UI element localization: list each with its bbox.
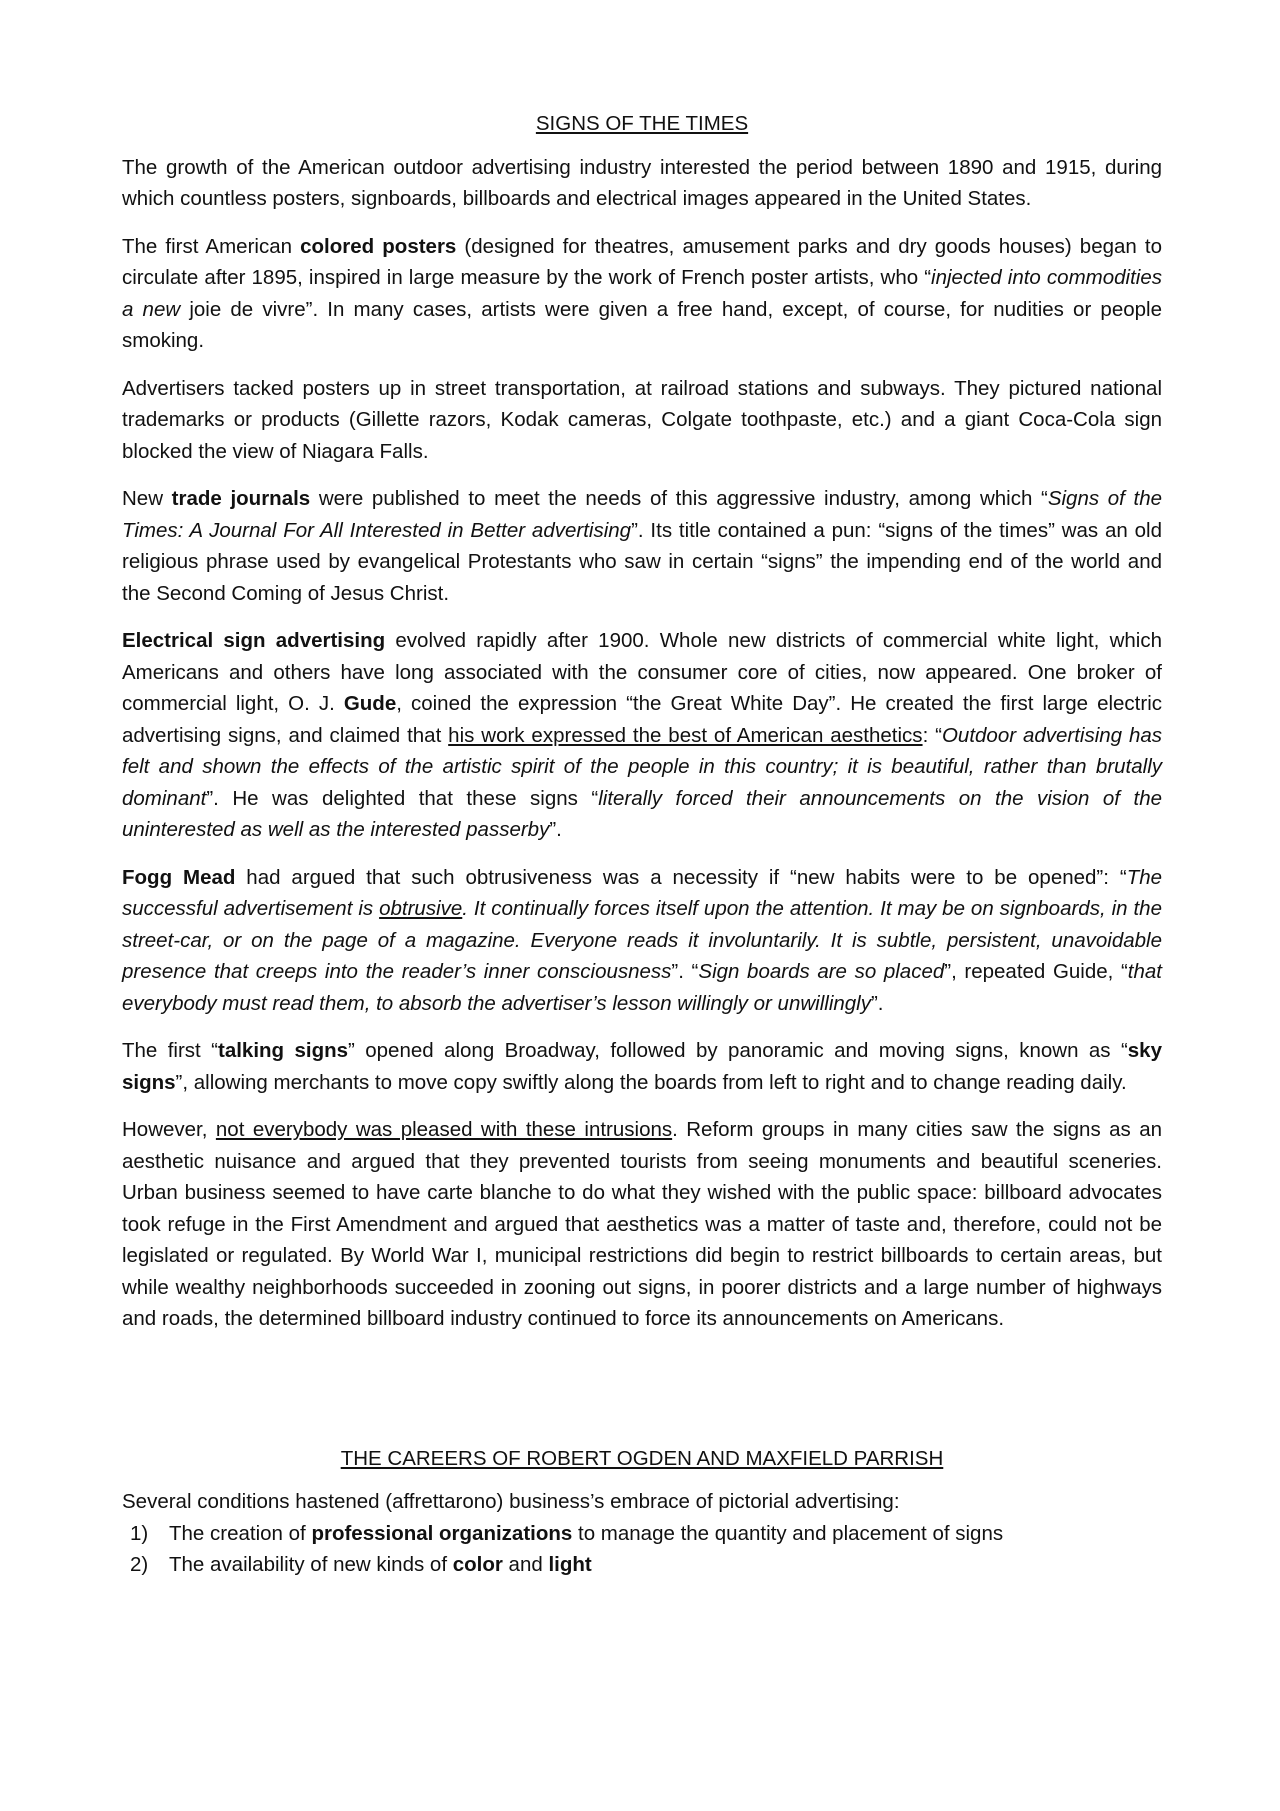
paragraph-talking-signs: The first “talking signs” opened along Broadway, followed by panoramic and moving signs, known as “sky signs”, allowing merchants to move copy swiftly along the boards from left to right and to change reading daily. bbox=[122, 1039, 1162, 1094]
bold-colored-posters: colored posters bbox=[300, 234, 457, 258]
paragraph-electrical-signs: Electrical sign advertising evolved rapidly after 1900. Whole new districts of commercial white light, which Americans and others have long associated with the consumer core of cities, now appeared. One broker of commercial light, O. J. Gude, coined the expression “the Great White Day”. He created the first large electric advertising signs, and claimed that his work expressed the best of American aesthetics: “Outdoor advertising has felt and shown the effects of the artistic spirit of the people in this country; it is beautiful, rather than brutally dominant”. He was delighted that these signs “literally forced their announcements on the vision of the uninterested as well as the interested passerby”. bbox=[122, 629, 1163, 841]
conditions-list bbox=[122, 1518, 1162, 1581]
paragraph-colored-posters: The first American colored posters (designed for theatres, amusement parks and dry goods houses) began to circulate after 1895, inspired in large measure by the work of French poster artists, who “injected into commodities a new joie de vivre”. In many cases, artists were given a free hand, except, of course, for nudities or people smoking. bbox=[122, 234, 1163, 352]
underlined-obtrusive: obtrusive bbox=[379, 897, 463, 920]
bold-talking-signs: talking signs bbox=[218, 1039, 349, 1062]
document-page bbox=[122, 108, 1162, 1581]
paragraph-trade-journals: New trade journals were published to meet the needs of this aggressive industry, among which “Signs of the Times: A Journal For All Interested in Better advertising”. Its title contained a pun: “signs of the times” was an old religious phrase used by evangelical Protestants who saw in certain “signs” the impending end of the world and the Second Coming of Jesus Christ. bbox=[122, 487, 1162, 605]
bold-sky-signs: sky signs bbox=[122, 1039, 1162, 1094]
italic-journal-title: Signs of the Times: A Journal For All Interested in Better advertising bbox=[122, 487, 1162, 542]
italic-quote-outdoor: Outdoor advertising has felt and shown the effects of the artistic spirit of the people in this country; it is beautiful, rather than brutally dominant bbox=[122, 723, 1163, 810]
paragraph-conditions-intro: Several conditions hastened (affrettarono) business’s embrace of pictorial advertising: bbox=[122, 1490, 900, 1513]
italic-quote-literally: literally forced their announcements on the vision of the uninterested as well as the interested passerby bbox=[122, 786, 1162, 841]
section-title-signs-of-the-times: SIGNS OF THE TIMES bbox=[535, 112, 749, 135]
paragraph-reform: However, not everybody was pleased with these intrusions. Reform groups in many cities saw the signs as an aesthetic nuisance and argued that they prevented tourists from seeing monuments and beautiful sceneries. Urban business seemed to have carte blanche to do what they wished with the public space: billboard advocates took refuge in the First Amendment and argued that aesthetics was a matter of taste and, therefore, could not be legislated or regulated. By World War I, municipal restrictions did begin to restrict billboards to certain areas, but while wealthy neighborhoods succeeded in zooning out signs, in poorer districts and a large number of highways and roads, the determined billboard industry continued to force its announcements on Americans. bbox=[122, 1118, 1163, 1330]
paragraph-fogg-mead: Fogg Mead had argued that such obtrusiveness was a necessity if “new habits were to be opened”: “The successful advertisement is obtrusive. It continually forces itself upon the attention. It may be on signboards, in the street-car, or on the page of a magazine. Everyone reads it involuntarily. It is subtle, persistent, unavoidable presence that creeps into the reader’s inner consciousness”. “Sign boards are so placed”, repeated Guide, “that everybody must read them, to absorb the advertiser’s lesson willingly or unwillingly”. bbox=[122, 865, 1163, 1015]
paragraph-advertisers: Advertisers tacked posters up in street transportation, at railroad stations and subways. They pictured national trademarks or products (Gillette razors, Kodak cameras, Colgate toothpaste, etc.) and a giant Coca-Cola sign blocked the view of Niagara Falls. bbox=[122, 376, 1162, 463]
underlined-aesthetics: his work expressed the best of American aesthetics bbox=[448, 723, 923, 747]
bold-trade-journals: trade journals bbox=[171, 487, 311, 510]
list-item: 1) The creation of professional organizations to manage the quantity and placement of signs bbox=[130, 1521, 1004, 1545]
bold-electrical-sign-advertising: Electrical sign advertising bbox=[122, 629, 386, 652]
italic-quote: injected into commodities a new bbox=[122, 266, 1162, 321]
section-title-careers: THE CAREERS OF ROBERT OGDEN AND MAXFIELD PARRISH bbox=[340, 1446, 944, 1470]
paragraph-growth: The growth of the American outdoor advertising industry interested the period between 1890 and 1915, during which countless posters, signboards, billboards and electrical images appeared in the United States. bbox=[122, 155, 1162, 210]
bold-fogg-mead: Fogg Mead bbox=[122, 865, 236, 889]
bold-gude: Gude bbox=[343, 692, 397, 715]
underlined-intrusions: not everybody was pleased with these intrusions bbox=[215, 1118, 673, 1141]
list-item: 2) The availability of new kinds of color and light bbox=[130, 1553, 592, 1576]
